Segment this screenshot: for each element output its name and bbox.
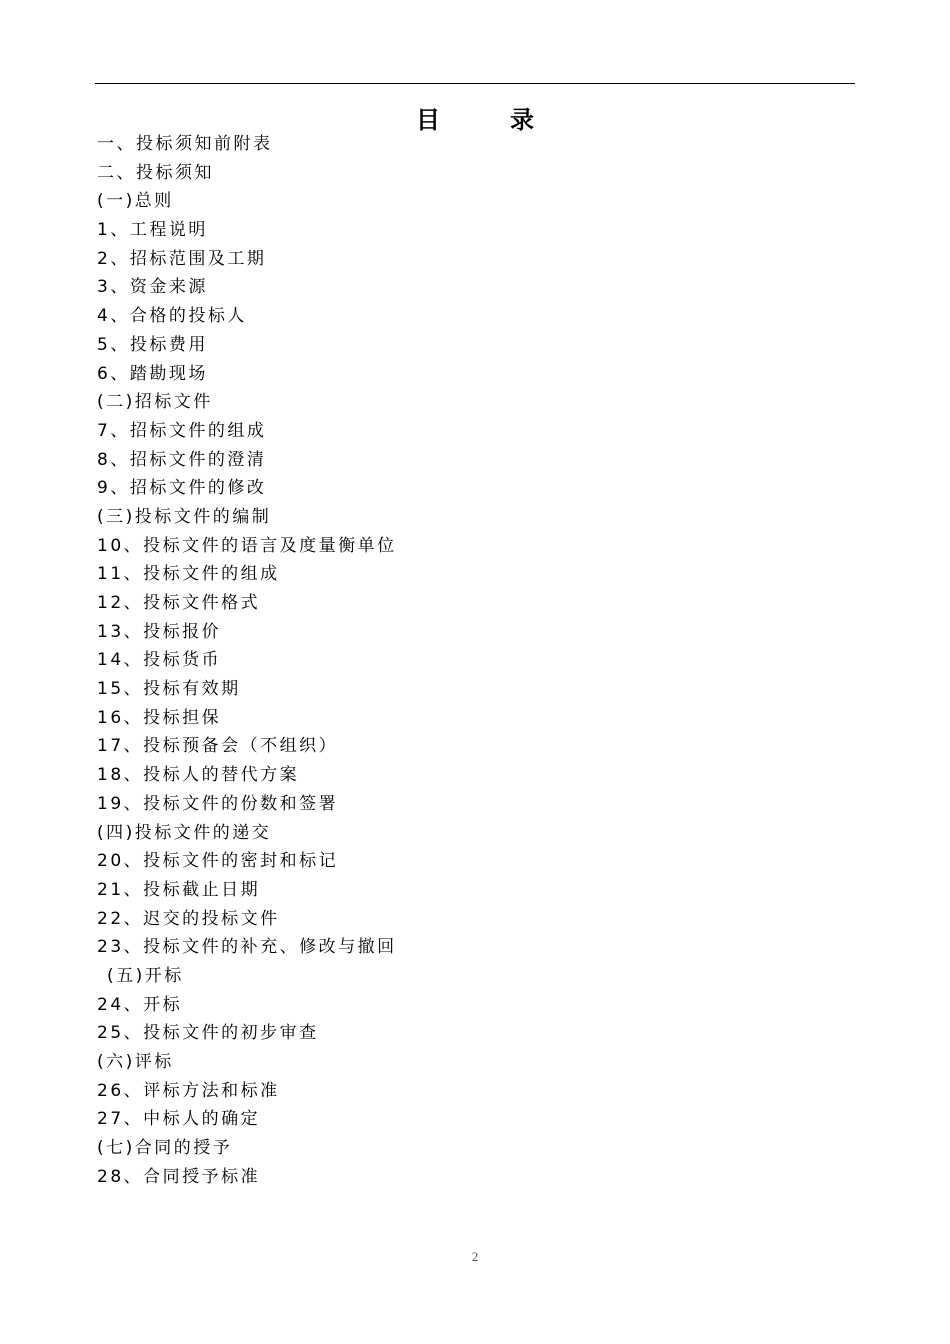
toc-item[interactable]: 9、招标文件的修改 [97, 478, 267, 499]
toc-item[interactable]: 21、投标截止日期 [97, 879, 261, 900]
title-char-2: 录 [510, 106, 534, 134]
toc-item[interactable]: 2、招标范围及工期 [97, 248, 267, 269]
toc-item[interactable]: 22、迟交的投标文件 [97, 908, 280, 929]
toc-item[interactable]: 27、中标人的确定 [97, 1109, 261, 1130]
toc-item[interactable]: 1、工程说明 [97, 220, 208, 241]
toc-item[interactable]: (五)开标 [107, 965, 184, 986]
toc-item[interactable]: 16、投标担保 [97, 707, 222, 728]
toc-item[interactable]: 3、资金来源 [97, 277, 208, 298]
toc-item[interactable]: 20、投标文件的密封和标记 [97, 851, 339, 872]
toc-item[interactable]: 7、招标文件的组成 [97, 420, 267, 441]
toc-item[interactable]: (四)投标文件的递交 [97, 822, 272, 843]
toc-item[interactable]: 二、投标须知 [97, 162, 214, 183]
toc-item[interactable]: 25、投标文件的初步审查 [97, 1023, 319, 1044]
toc-item[interactable]: (三)投标文件的编制 [97, 506, 272, 527]
page-number: 2 [471, 1249, 479, 1264]
table-of-contents [97, 130, 797, 1191]
toc-item[interactable]: 15、投标有效期 [97, 679, 241, 700]
toc-item[interactable]: 4、合格的投标人 [97, 306, 247, 327]
toc-item[interactable]: 10、投标文件的语言及度量衡单位 [97, 535, 397, 556]
toc-item[interactable]: 12、投标文件格式 [97, 593, 261, 613]
toc-item[interactable]: 6、踏勘现场 [97, 363, 208, 384]
header-rule [95, 83, 855, 84]
toc-item[interactable]: (六)评标 [97, 1052, 174, 1072]
toc-item[interactable]: (一)总则 [97, 191, 174, 212]
toc-item[interactable]: 8、招标文件的澄清 [97, 449, 267, 470]
toc-item[interactable]: (七)合同的授予 [97, 1138, 233, 1159]
toc-item[interactable]: 一、投标须知前附表 [97, 134, 273, 154]
toc-item[interactable]: 28、合同授予标准 [97, 1166, 261, 1187]
toc-item[interactable]: 26、评标方法和标准 [97, 1080, 280, 1101]
toc-item[interactable]: 18、投标人的替代方案 [97, 765, 300, 786]
toc-item[interactable]: 5、投标费用 [97, 334, 208, 355]
toc-item[interactable]: 19、投标文件的份数和签署 [97, 793, 339, 814]
toc-item[interactable]: (二)招标文件 [97, 392, 213, 413]
toc-item[interactable]: 23、投标文件的补充、修改与撤回 [97, 937, 397, 958]
toc-item[interactable]: 17、投标预备会（不组织） [97, 736, 339, 757]
toc-item[interactable]: 14、投标货币 [97, 650, 222, 671]
title-char-1: 目 [416, 106, 440, 134]
toc-item[interactable]: 13、投标报价 [97, 621, 222, 642]
toc-item[interactable]: 11、投标文件的组成 [97, 564, 280, 585]
toc-item[interactable]: 24、开标 [97, 994, 183, 1015]
